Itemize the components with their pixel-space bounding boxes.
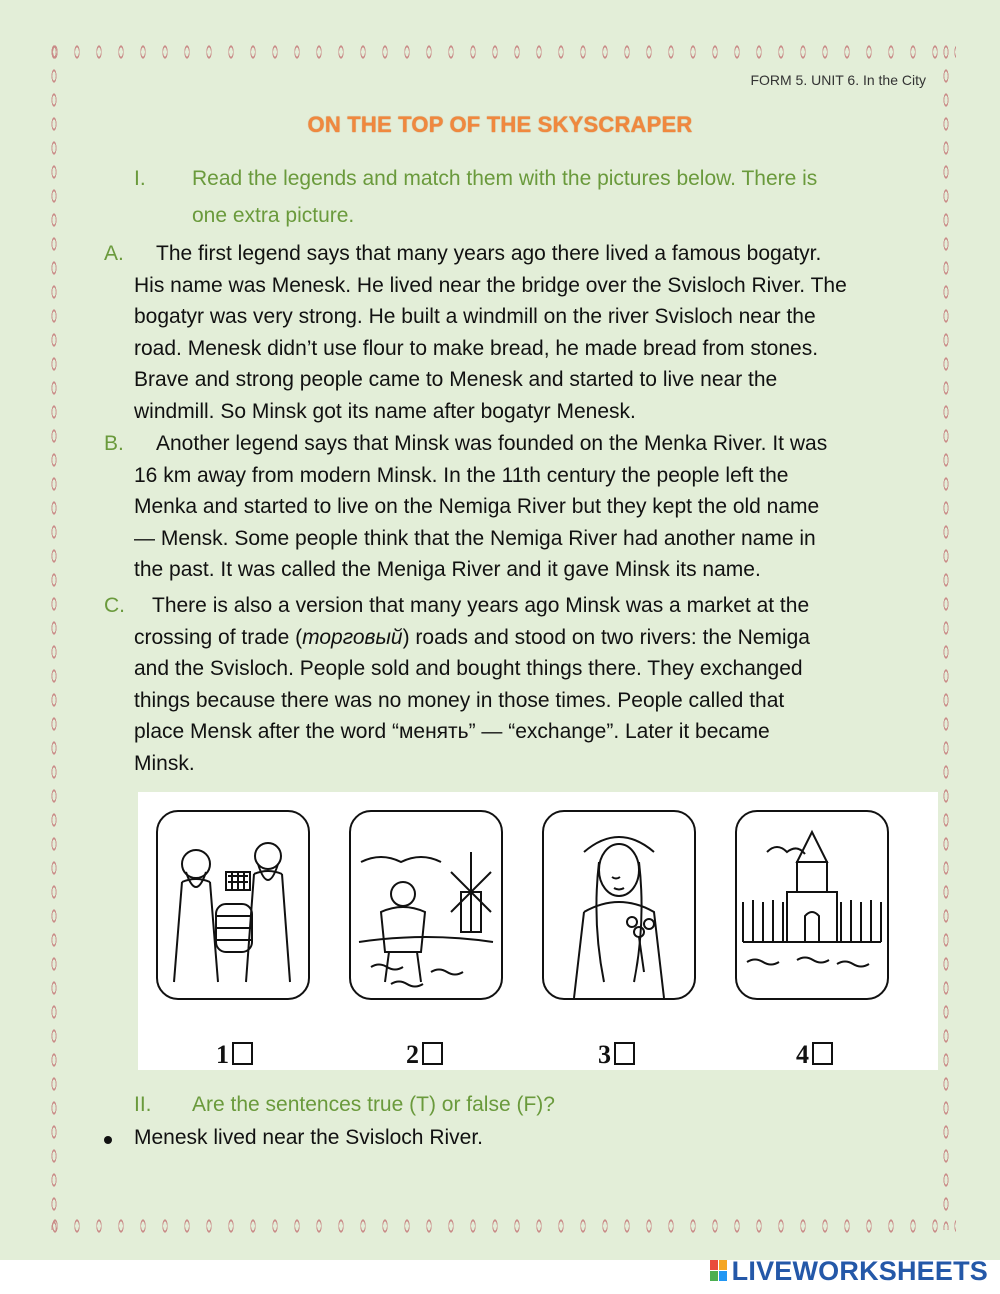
picture-card-3	[542, 810, 696, 1000]
legend-b-line: the past. It was called the Meniga River and it gave Minsk its name.	[134, 558, 761, 582]
picture-3-label	[598, 1040, 635, 1070]
legend-c-line: ) roads and stood on two rivers: the Nemiga	[402, 625, 810, 649]
logo-text: LIVEWORKSHEETS	[731, 1255, 988, 1286]
picture-card-1	[156, 810, 310, 1000]
wooden-fort-icon	[737, 812, 887, 998]
picture-2-label	[406, 1040, 443, 1070]
bullet-icon	[104, 1136, 112, 1144]
picture-1-answer-box[interactable]	[232, 1042, 253, 1065]
task-1-number: I.	[134, 167, 146, 190]
picture-1-number: 1	[216, 1040, 229, 1069]
legend-a-line: His name was Menesk. He lived near the bridge over the Svisloch River. The	[134, 273, 847, 297]
decorative-border-left	[44, 40, 64, 1230]
unit-header: FORM 5. UNIT 6. In the City	[750, 72, 926, 88]
legend-b-line: Another legend says that Minsk was founded on the Menka River. It was	[156, 432, 828, 455]
decorative-border-top	[44, 40, 956, 64]
legend-a-line: windmill. So Minsk got its name after bogatyr Menesk.	[134, 399, 636, 423]
task-2-number: II.	[134, 1093, 152, 1116]
decorative-border-bottom	[44, 1214, 956, 1238]
legend-b-line: 16 km away from modern Minsk. In the 11th century the people left the	[134, 463, 789, 487]
picture-2-number: 2	[406, 1040, 419, 1069]
legend-a-line: bogatyr was very strong. He built a windmill on the river Svisloch near the	[134, 305, 816, 329]
legend-c	[104, 590, 926, 780]
legend-b-line: Menka and started to live on the Nemiga River but they kept the old name	[134, 495, 820, 519]
picture-2-answer-box[interactable]	[422, 1042, 443, 1065]
legend-c-letter: C.	[104, 594, 125, 617]
legend-c-line: Minsk.	[134, 751, 195, 775]
legend-c-line: crossing of trade (	[134, 625, 303, 649]
legend-c-line: place Mensk after the word “менять” — “exchange”. Later it became	[134, 720, 770, 744]
statement-text: Menesk lived near the Svisloch River.	[134, 1126, 483, 1149]
decorative-border-right	[936, 40, 956, 1230]
legend-c-russian-word: торговый	[302, 625, 403, 649]
page-title: ON THE TOP OF THE SKYSCRAPER	[307, 112, 693, 137]
bogatyr-windmill-icon	[351, 812, 501, 998]
legend-b-line: — Mensk. Some people think that the Nemiga River had another name in	[134, 526, 816, 550]
legend-a-line: Brave and strong people came to Menesk and started to live near the	[134, 368, 778, 392]
task-2-text: Are the sentences true (T) or false (F)?	[192, 1093, 555, 1116]
legend-a	[104, 238, 926, 428]
girl-flowers-icon	[544, 812, 694, 998]
picture-4-label	[796, 1040, 833, 1070]
picture-1-label	[216, 1040, 253, 1070]
legend-a-line: road. Menesk didn’t use flour to make bread, he made bread from stones.	[134, 336, 819, 360]
picture-3-answer-box[interactable]	[614, 1042, 635, 1065]
legend-c-line: things because there was no money in those times. People called that	[134, 688, 785, 712]
task-1-line-1: Read the legends and match them with the pictures below. There is	[192, 167, 818, 190]
picture-4-number: 4	[796, 1040, 809, 1069]
legend-a-line: The first legend says that many years ago there lived a famous bogatyr.	[156, 242, 822, 265]
task-1-text	[192, 160, 922, 234]
liveworksheets-mark-icon	[710, 1260, 728, 1282]
picture-card-4	[735, 810, 889, 1000]
task-1-line-2: one extra picture.	[192, 204, 355, 227]
legend-a-letter: A.	[104, 242, 124, 265]
liveworksheets-logo	[710, 1254, 988, 1288]
picture-card-2	[349, 810, 503, 1000]
legend-b-letter: B.	[104, 432, 124, 455]
picture-3-number: 3	[598, 1040, 611, 1069]
legend-c-line: and the Svisloch. People sold and bought things there. They exchanged	[134, 657, 803, 681]
legend-b	[104, 428, 926, 586]
two-men-barrel-icon	[158, 812, 308, 998]
legend-c-line: There is also a version that many years ago Minsk was a market at the	[152, 594, 810, 617]
pictures-panel	[138, 792, 938, 1070]
picture-4-answer-box[interactable]	[812, 1042, 833, 1065]
